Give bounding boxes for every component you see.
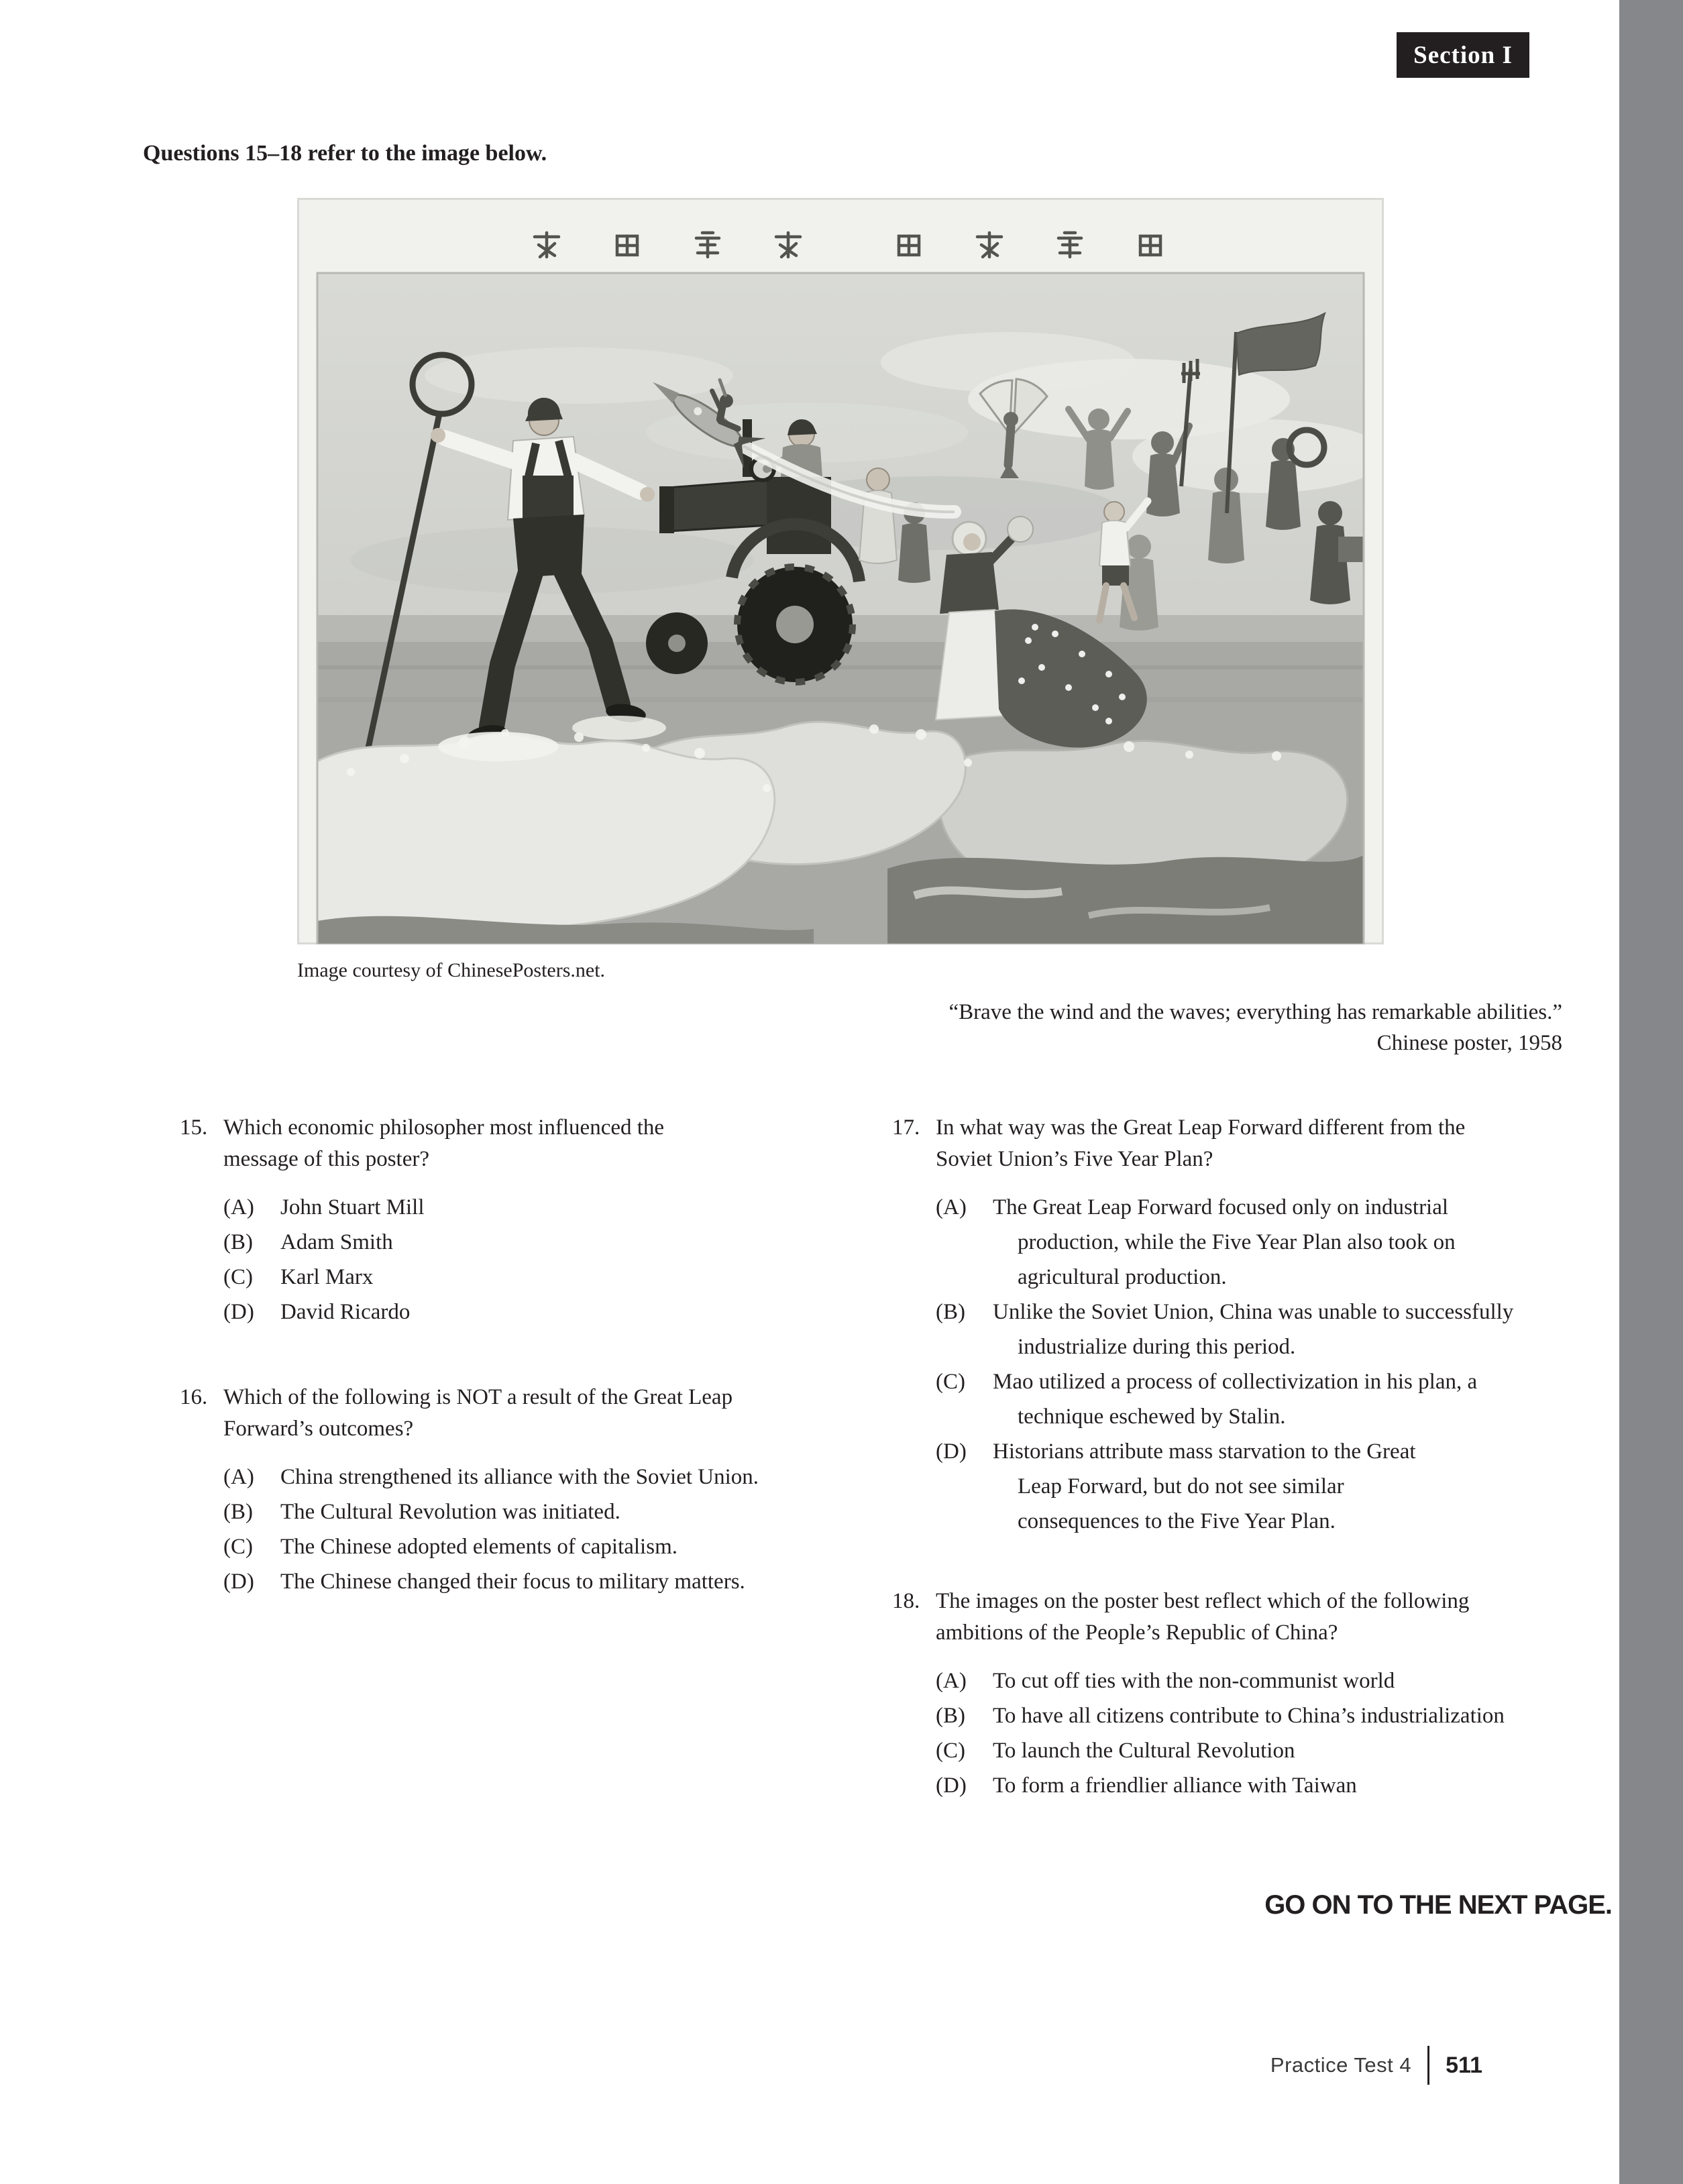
option-letter: (C) bbox=[936, 1739, 965, 1763]
question-text: Which economic philosopher most influenced the message of this poster? bbox=[223, 1115, 665, 1171]
question-number: 18. bbox=[892, 1589, 920, 1613]
poster-quote: “Brave the wind and the waves; everything has remarkable abilities.” bbox=[948, 1000, 1562, 1024]
answer-options bbox=[936, 1190, 1529, 1539]
option-letter: (C) bbox=[936, 1370, 965, 1394]
page-edge-tab bbox=[1619, 0, 1683, 2184]
section-badge bbox=[1397, 32, 1529, 78]
option-letter: (C) bbox=[223, 1265, 253, 1289]
answer-option bbox=[223, 1460, 814, 1494]
left-question-column bbox=[180, 1112, 881, 1599]
question-number: 17. bbox=[892, 1115, 920, 1140]
answer-options bbox=[223, 1460, 814, 1599]
answer-option bbox=[936, 1364, 1529, 1434]
poster-painting bbox=[317, 273, 1384, 944]
answer-option bbox=[936, 1295, 1529, 1364]
answer-option bbox=[936, 1190, 1529, 1295]
poster-attribution: Chinese poster, 1958 bbox=[1376, 1031, 1562, 1055]
answer-option bbox=[936, 1768, 1505, 1803]
option-text: China strengthened its alliance with the Soviet Union. bbox=[280, 1465, 759, 1489]
option-letter: (C) bbox=[223, 1535, 253, 1559]
option-letter: (B) bbox=[223, 1500, 253, 1524]
option-text: John Stuart Mill bbox=[280, 1195, 425, 1219]
option-text: Mao utilized a process of collectivization in his plan, a technique eschewed by Stalin. bbox=[993, 1370, 1478, 1429]
option-letter: (A) bbox=[223, 1195, 254, 1219]
answer-option bbox=[936, 1434, 1529, 1539]
option-text: David Ricardo bbox=[280, 1300, 411, 1324]
option-letter: (B) bbox=[936, 1300, 965, 1324]
right-question-column bbox=[892, 1112, 1586, 1803]
option-letter: (A) bbox=[936, 1195, 967, 1219]
question-15 bbox=[180, 1112, 881, 1329]
answer-option bbox=[936, 1663, 1505, 1698]
option-text: The Chinese changed their focus to military matters. bbox=[280, 1570, 745, 1594]
answer-option bbox=[223, 1494, 814, 1529]
option-letter: (A) bbox=[936, 1669, 967, 1693]
footer-divider bbox=[1427, 2046, 1429, 2085]
question-number: 16. bbox=[180, 1385, 208, 1409]
image-credit-caption: Image courtesy of ChinesePosters.net. bbox=[297, 959, 606, 981]
answer-options bbox=[936, 1663, 1505, 1803]
answer-option bbox=[936, 1733, 1505, 1768]
go-on-instruction: GO ON TO THE NEXT PAGE. bbox=[1264, 1890, 1612, 1920]
footer-page-number: 511 bbox=[1446, 2052, 1482, 2078]
option-letter: (B) bbox=[223, 1230, 253, 1254]
question-17 bbox=[892, 1112, 1586, 1539]
poster-quote-block bbox=[949, 997, 1563, 1058]
option-text: The Cultural Revolution was initiated. bbox=[280, 1500, 620, 1524]
page-footer bbox=[1270, 2046, 1482, 2085]
option-text: To form a friendlier alliance with Taiwan bbox=[993, 1773, 1357, 1798]
question-16 bbox=[180, 1382, 881, 1599]
section-badge-label: Section I bbox=[1413, 41, 1513, 69]
answer-option bbox=[936, 1698, 1505, 1733]
question-18 bbox=[892, 1586, 1586, 1803]
option-text: The Chinese adopted elements of capitalism. bbox=[280, 1535, 677, 1559]
footer-test-label: Practice Test 4 bbox=[1270, 2053, 1412, 2077]
option-text: Unlike the Soviet Union, China was unable to successfully industrialize during this period. bbox=[993, 1300, 1514, 1359]
questions-range-instruction: Questions 15–18 refer to the image below. bbox=[143, 141, 547, 166]
answer-option bbox=[223, 1225, 733, 1260]
option-letter: (D) bbox=[936, 1773, 967, 1798]
option-letter: (A) bbox=[223, 1465, 254, 1489]
question-text: Which of the following is NOT a result of the Great Leap Forward’s outcomes? bbox=[223, 1385, 733, 1441]
answer-option bbox=[223, 1564, 814, 1599]
option-text: To launch the Cultural Revolution bbox=[993, 1739, 1295, 1763]
option-letter: (D) bbox=[223, 1570, 254, 1594]
question-text: In what way was the Great Leap Forward different from the Soviet Union’s Five Year Plan? bbox=[936, 1115, 1466, 1171]
option-letter: (D) bbox=[223, 1300, 254, 1324]
option-text: To cut off ties with the non-communist world bbox=[993, 1669, 1395, 1693]
poster-image bbox=[297, 198, 1384, 944]
answer-option bbox=[223, 1190, 733, 1225]
propaganda-poster-graphic bbox=[297, 198, 1384, 944]
option-text: Historians attribute mass starvation to the Great Leap Forward, but do not see similar consequences to the Five Year Plan. bbox=[993, 1439, 1416, 1533]
question-number: 15. bbox=[180, 1115, 208, 1140]
answer-option bbox=[223, 1529, 814, 1564]
option-text: The Great Leap Forward focused only on industrial production, while the Five Year Plan also took on agricultural production. bbox=[993, 1195, 1456, 1289]
question-text: The images on the poster best reflect which of the following ambitions of the People’s Republic of China? bbox=[936, 1589, 1470, 1645]
option-letter: (B) bbox=[936, 1704, 965, 1728]
option-text: Adam Smith bbox=[280, 1230, 393, 1254]
answer-option bbox=[223, 1260, 733, 1295]
answer-option bbox=[223, 1295, 733, 1329]
option-text: To have all citizens contribute to China’s industrialization bbox=[993, 1704, 1505, 1728]
option-text: Karl Marx bbox=[280, 1265, 374, 1289]
option-letter: (D) bbox=[936, 1439, 967, 1464]
answer-options bbox=[223, 1190, 733, 1329]
